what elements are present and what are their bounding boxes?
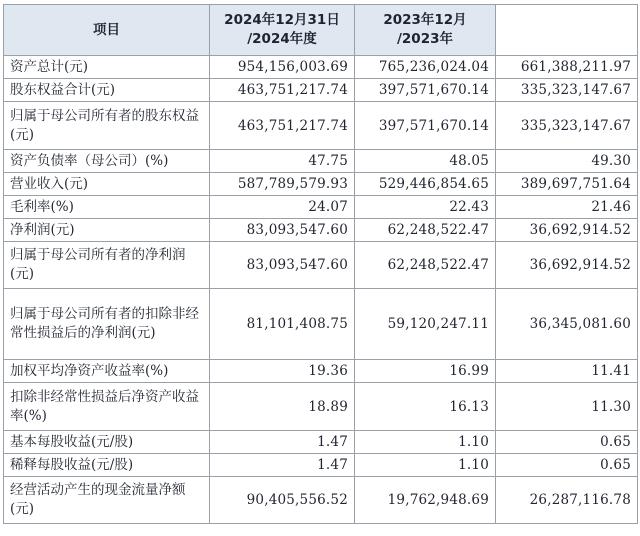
header-row: [4, 5, 638, 56]
value-2022: 661,388,211.97: [496, 56, 638, 79]
value-2024: 587,789,579.93: [210, 173, 355, 196]
header-2022: [496, 5, 638, 56]
row-label: 归属于母公司所有者的股东权益(元): [4, 102, 210, 150]
header-2024: 2024年12月31日 /2024年度: [210, 5, 355, 56]
value-2022: 11.41: [496, 360, 638, 383]
table-row: [4, 173, 638, 196]
value-2024: 83,093,547.60: [210, 242, 355, 289]
row-label: 净利润(元): [4, 219, 210, 242]
row-label: 归属于母公司所有者的扣除非经常性损益后的净利润(元): [4, 289, 210, 360]
financial-summary-table: [3, 4, 638, 524]
table-row: [4, 431, 638, 454]
value-2023: 16.13: [355, 383, 496, 431]
value-2023: 397,571,670.14: [355, 79, 496, 102]
value-2022: 0.65: [496, 454, 638, 477]
value-2022: 335,323,147.67: [496, 79, 638, 102]
table-row: [4, 79, 638, 102]
value-2023: 48.05: [355, 150, 496, 173]
table-row: [4, 454, 638, 477]
value-2023: 59,120,247.11: [355, 289, 496, 360]
row-label: 资产负债率（母公司）(%): [4, 150, 210, 173]
table-row: [4, 219, 638, 242]
value-2023: 22.43: [355, 196, 496, 219]
value-2023: 62,248,522.47: [355, 219, 496, 242]
header-2023: 2023年12月 /2023年: [355, 5, 496, 56]
value-2024: 19.36: [210, 360, 355, 383]
value-2023: 529,446,854.65: [355, 173, 496, 196]
header-item: 项目: [4, 5, 210, 56]
table-row: [4, 360, 638, 383]
value-2022: 36,692,914.52: [496, 219, 638, 242]
row-label: 资产总计(元): [4, 56, 210, 79]
value-2023: 62,248,522.47: [355, 242, 496, 289]
table-row: [4, 196, 638, 219]
value-2024: 18.89: [210, 383, 355, 431]
table-row: [4, 102, 638, 150]
value-2023: 1.10: [355, 431, 496, 454]
row-label: 营业收入(元): [4, 173, 210, 196]
value-2022: 36,345,081.60: [496, 289, 638, 360]
value-2023: 765,236,024.04: [355, 56, 496, 79]
value-2022: 36,692,914.52: [496, 242, 638, 289]
row-label: 归属于母公司所有者的净利润(元): [4, 242, 210, 289]
row-label: 股东权益合计(元): [4, 79, 210, 102]
row-label: 扣除非经常性损益后净资产收益率(%): [4, 383, 210, 431]
value-2024: 954,156,003.69: [210, 56, 355, 79]
table-row: [4, 56, 638, 79]
value-2024: 81,101,408.75: [210, 289, 355, 360]
row-label: 基本每股收益(元/股): [4, 431, 210, 454]
row-label: 加权平均净资产收益率(%): [4, 360, 210, 383]
value-2022: 335,323,147.67: [496, 102, 638, 150]
value-2024: 1.47: [210, 431, 355, 454]
value-2024: 463,751,217.74: [210, 102, 355, 150]
table-row: [4, 289, 638, 360]
value-2022: 26,287,116.78: [496, 477, 638, 524]
value-2024: 83,093,547.60: [210, 219, 355, 242]
table-row: [4, 242, 638, 289]
table-row: [4, 477, 638, 524]
row-label: 经营活动产生的现金流量净额(元): [4, 477, 210, 524]
value-2024: 1.47: [210, 454, 355, 477]
row-label: 稀释每股收益(元/股): [4, 454, 210, 477]
value-2022: 21.46: [496, 196, 638, 219]
value-2024: 90,405,556.52: [210, 477, 355, 524]
value-2024: 47.75: [210, 150, 355, 173]
value-2023: 397,571,670.14: [355, 102, 496, 150]
table-row: [4, 383, 638, 431]
value-2023: 1.10: [355, 454, 496, 477]
row-label: 毛利率(%): [4, 196, 210, 219]
value-2023: 19,762,948.69: [355, 477, 496, 524]
value-2024: 463,751,217.74: [210, 79, 355, 102]
value-2023: 16.99: [355, 360, 496, 383]
value-2022: 389,697,751.64: [496, 173, 638, 196]
value-2022: 0.65: [496, 431, 638, 454]
value-2022: 11.30: [496, 383, 638, 431]
value-2024: 24.07: [210, 196, 355, 219]
table-row: [4, 150, 638, 173]
value-2022: 49.30: [496, 150, 638, 173]
